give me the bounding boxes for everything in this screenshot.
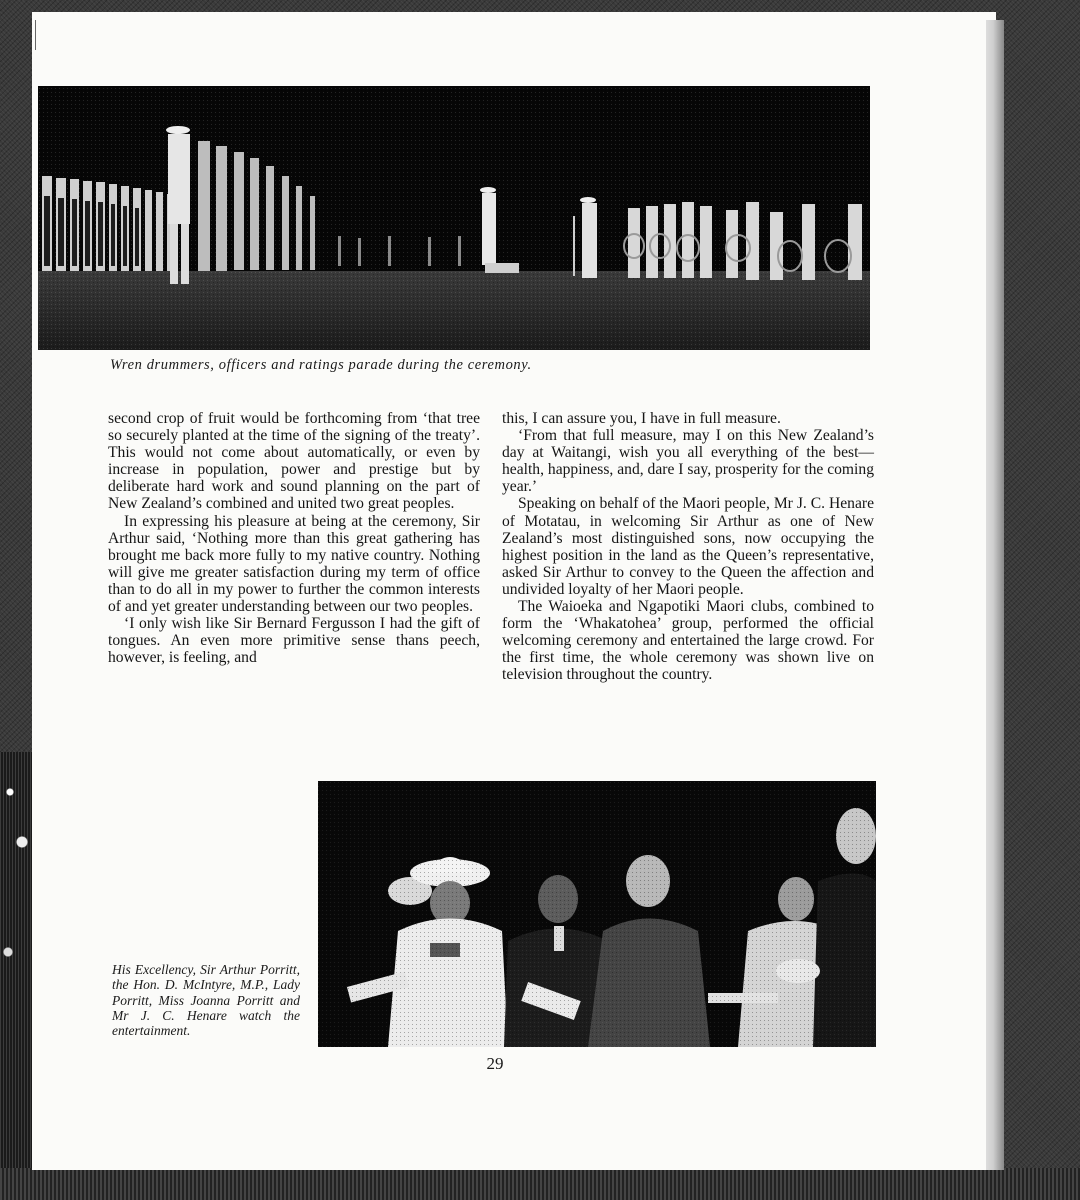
parade-photo <box>38 86 870 350</box>
page-edge-shadow <box>986 20 1004 1170</box>
article-column-left <box>108 410 480 666</box>
paragraph: In expressing his pleasure at being at the ceremony, Sir Arthur said, ‘Nothing more than this great gathering has brought me back more fully to my native country. Nothing will give me greater satisfaction during my term of office than to do all in my power to further the common interests of and yet greater understanding between our two peoples. <box>108 512 480 616</box>
bottom-photo-caption: His Excellency, Sir Arthur Porritt, the Hon. D. McIntyre, M.P., Lady Porritt, Miss Joanna Porritt and Mr J. C. Henare watch the entertainment. <box>112 962 300 1039</box>
binding-mark <box>35 20 36 50</box>
top-photo-caption: Wren drummers, officers and ratings parade during the ceremony. <box>110 357 532 373</box>
paragraph: this, I can assure you, I have in full measure. <box>502 410 781 427</box>
paragraph: ‘I only wish like Sir Bernard Fergusson I had the gift of tongues. An even more primitive sense thans peech, however, is feeling, and <box>108 615 480 667</box>
paragraph: second crop of fruit would be forthcoming from ‘that tree so securely planted at the time of the signing of the treaty’. This would not come about automatically, or even by increase in population, power and prestige but by deliberate hard work and sound planning on the part of New Zealand’s combined and united two great peoples. <box>108 410 480 513</box>
article-column-right <box>502 410 874 684</box>
paragraph: The Waioeka and Ngapotiki Maori clubs, combined to form the ‘Whakatohea’ group, performed the official welcoming ceremony and entertained the large crowd. For the first time, the whole ceremony was shown live on television throughout the country. <box>502 598 874 684</box>
page-number: 29 <box>486 1054 504 1073</box>
paragraph: ‘From that full measure, may I on this New Zealand’s day at Waitangi, wish you all everything of the best—health, happiness, and, dare I say, prosperity for the coming year.’ <box>502 427 874 496</box>
dignitaries-photo <box>318 781 876 1047</box>
paragraph: Speaking on behalf of the Maori people, Mr J. C. Henare of Motatau, in welcoming Sir Arthur as one of New Zealand’s most distinguished sons, now occupying the highest position in the land as the Queen’s representative, asked Sir Arthur to convey to the Queen the affection and undivided loyalty of her Maori people. <box>502 495 874 598</box>
scan-bottom-edge <box>0 1168 1080 1200</box>
